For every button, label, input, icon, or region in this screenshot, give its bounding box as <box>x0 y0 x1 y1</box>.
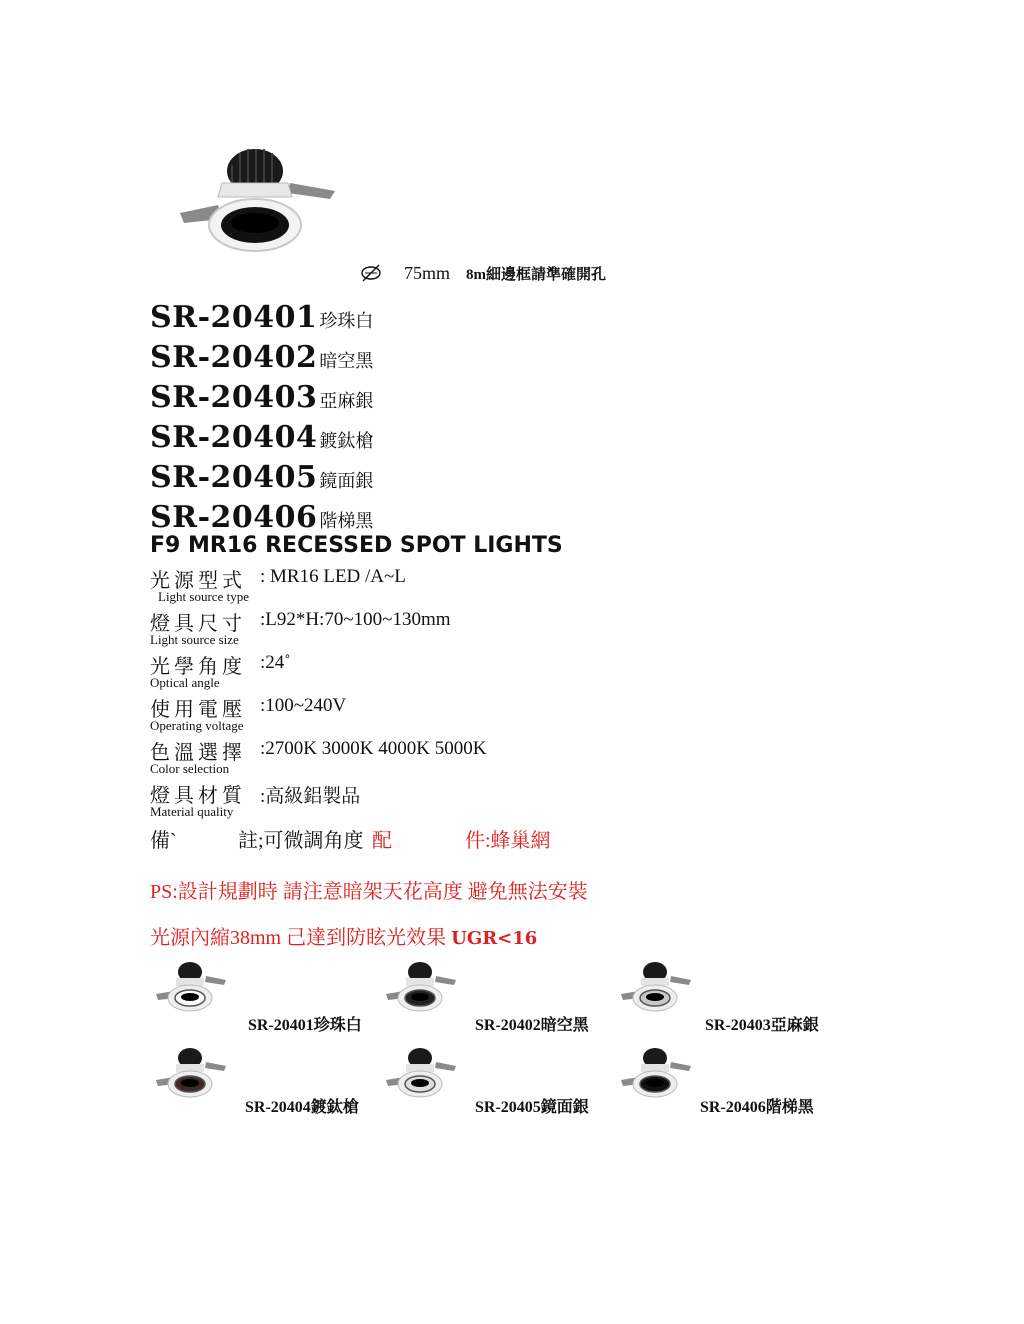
model-finish: 亞麻銀 <box>319 391 374 411</box>
ugr-rating: UGR<16 <box>451 928 538 949</box>
model-item <box>150 380 373 420</box>
model-item <box>150 420 373 460</box>
thumbnail-image <box>152 958 232 1018</box>
spec-row <box>150 650 650 693</box>
model-item <box>150 300 373 340</box>
spec-label-cn: 光學角度 <box>150 656 246 678</box>
thumbnail-image <box>382 1044 462 1104</box>
thumbnail-caption: SR-20402暗空黑 <box>475 1017 589 1034</box>
product-hero-image <box>170 135 340 255</box>
model-finish: 鍍鈦槍 <box>319 431 374 451</box>
thumbnail-image <box>617 1044 697 1104</box>
thumbnail-caption: SR-20406階梯黑 <box>700 1099 814 1116</box>
spec-label-en: Light source size <box>150 632 239 647</box>
model-item <box>150 340 373 380</box>
ps-note: PS:設計規劃時 請注意暗架天花高度 避免無法安裝 <box>150 881 588 903</box>
cutout-info <box>360 262 606 284</box>
spec-label-cn: 色溫選擇 <box>150 742 246 764</box>
model-code: SR-20402 <box>150 340 318 375</box>
product-title: F9 MR16 RECESSED SPOT LIGHTS <box>150 533 563 558</box>
cutout-hole-icon <box>360 262 382 284</box>
spec-value: :24˚ <box>260 652 291 673</box>
spec-value: :高級鋁製品 <box>260 786 361 807</box>
spec-value: :100~240V <box>260 695 347 716</box>
cutout-note: 8m細邊框請準確開孔 <box>466 266 607 283</box>
model-finish: 珍珠白 <box>319 311 374 331</box>
spec-label-en: Color selection <box>150 761 230 776</box>
spec-label-cn: 燈具材質 <box>150 785 246 807</box>
remark-accessory-1: 配 <box>372 830 392 852</box>
thumbnail-caption: SR-20401珍珠白 <box>248 1017 362 1034</box>
cutout-size: 75mm <box>404 262 451 283</box>
model-list <box>150 300 373 540</box>
spec-row <box>150 779 650 822</box>
thumbnail-image <box>382 958 462 1018</box>
thumbnail-caption: SR-20404鍍鈦槍 <box>245 1099 359 1116</box>
spec-row <box>150 693 650 736</box>
model-code: SR-20405 <box>150 460 318 495</box>
model-finish: 階梯黑 <box>319 511 374 531</box>
thumbnail-caption: SR-20403亞麻銀 <box>705 1017 819 1034</box>
spec-label-en: Operating voltage <box>150 718 244 733</box>
lens-note-text: 光源內縮38mm 己達到防眩光效果 <box>150 927 452 949</box>
model-finish: 鏡面銀 <box>319 471 374 491</box>
remark-accessory-2: 件:蜂巢網 <box>465 830 551 852</box>
spec-row <box>150 607 650 650</box>
remark-text: 註;可微調角度 <box>238 830 364 852</box>
model-code: SR-20404 <box>150 420 318 455</box>
spec-label-cn: 使用電壓 <box>150 699 246 721</box>
spec-row <box>150 564 650 607</box>
model-code: SR-20403 <box>150 380 318 415</box>
thumbnail-image <box>152 1044 232 1104</box>
spec-value: :2700K 3000K 4000K 5000K <box>260 738 487 759</box>
model-item <box>150 460 373 500</box>
model-code: SR-20401 <box>150 300 318 335</box>
model-code: SR-20406 <box>150 500 318 535</box>
remark-label: 備` <box>150 830 177 852</box>
remark-row <box>150 824 670 854</box>
spec-label-en: Light source type <box>158 589 249 604</box>
spec-label-cn: 燈具尺寸 <box>150 613 246 635</box>
model-finish: 暗空黑 <box>319 351 374 371</box>
spec-list <box>150 564 650 822</box>
spec-label-cn: 光源型式 <box>150 570 246 592</box>
spec-value: : MR16 LED /A~L <box>260 566 406 587</box>
thumbnail-image <box>617 958 697 1018</box>
spec-label-en: Optical angle <box>150 675 220 690</box>
lens-note <box>150 921 537 950</box>
spec-value: :L92*H:70~100~130mm <box>260 609 451 630</box>
spec-label-en: Material quality <box>150 804 234 819</box>
spec-row <box>150 736 650 779</box>
thumbnail-caption: SR-20405鏡面銀 <box>475 1099 589 1116</box>
